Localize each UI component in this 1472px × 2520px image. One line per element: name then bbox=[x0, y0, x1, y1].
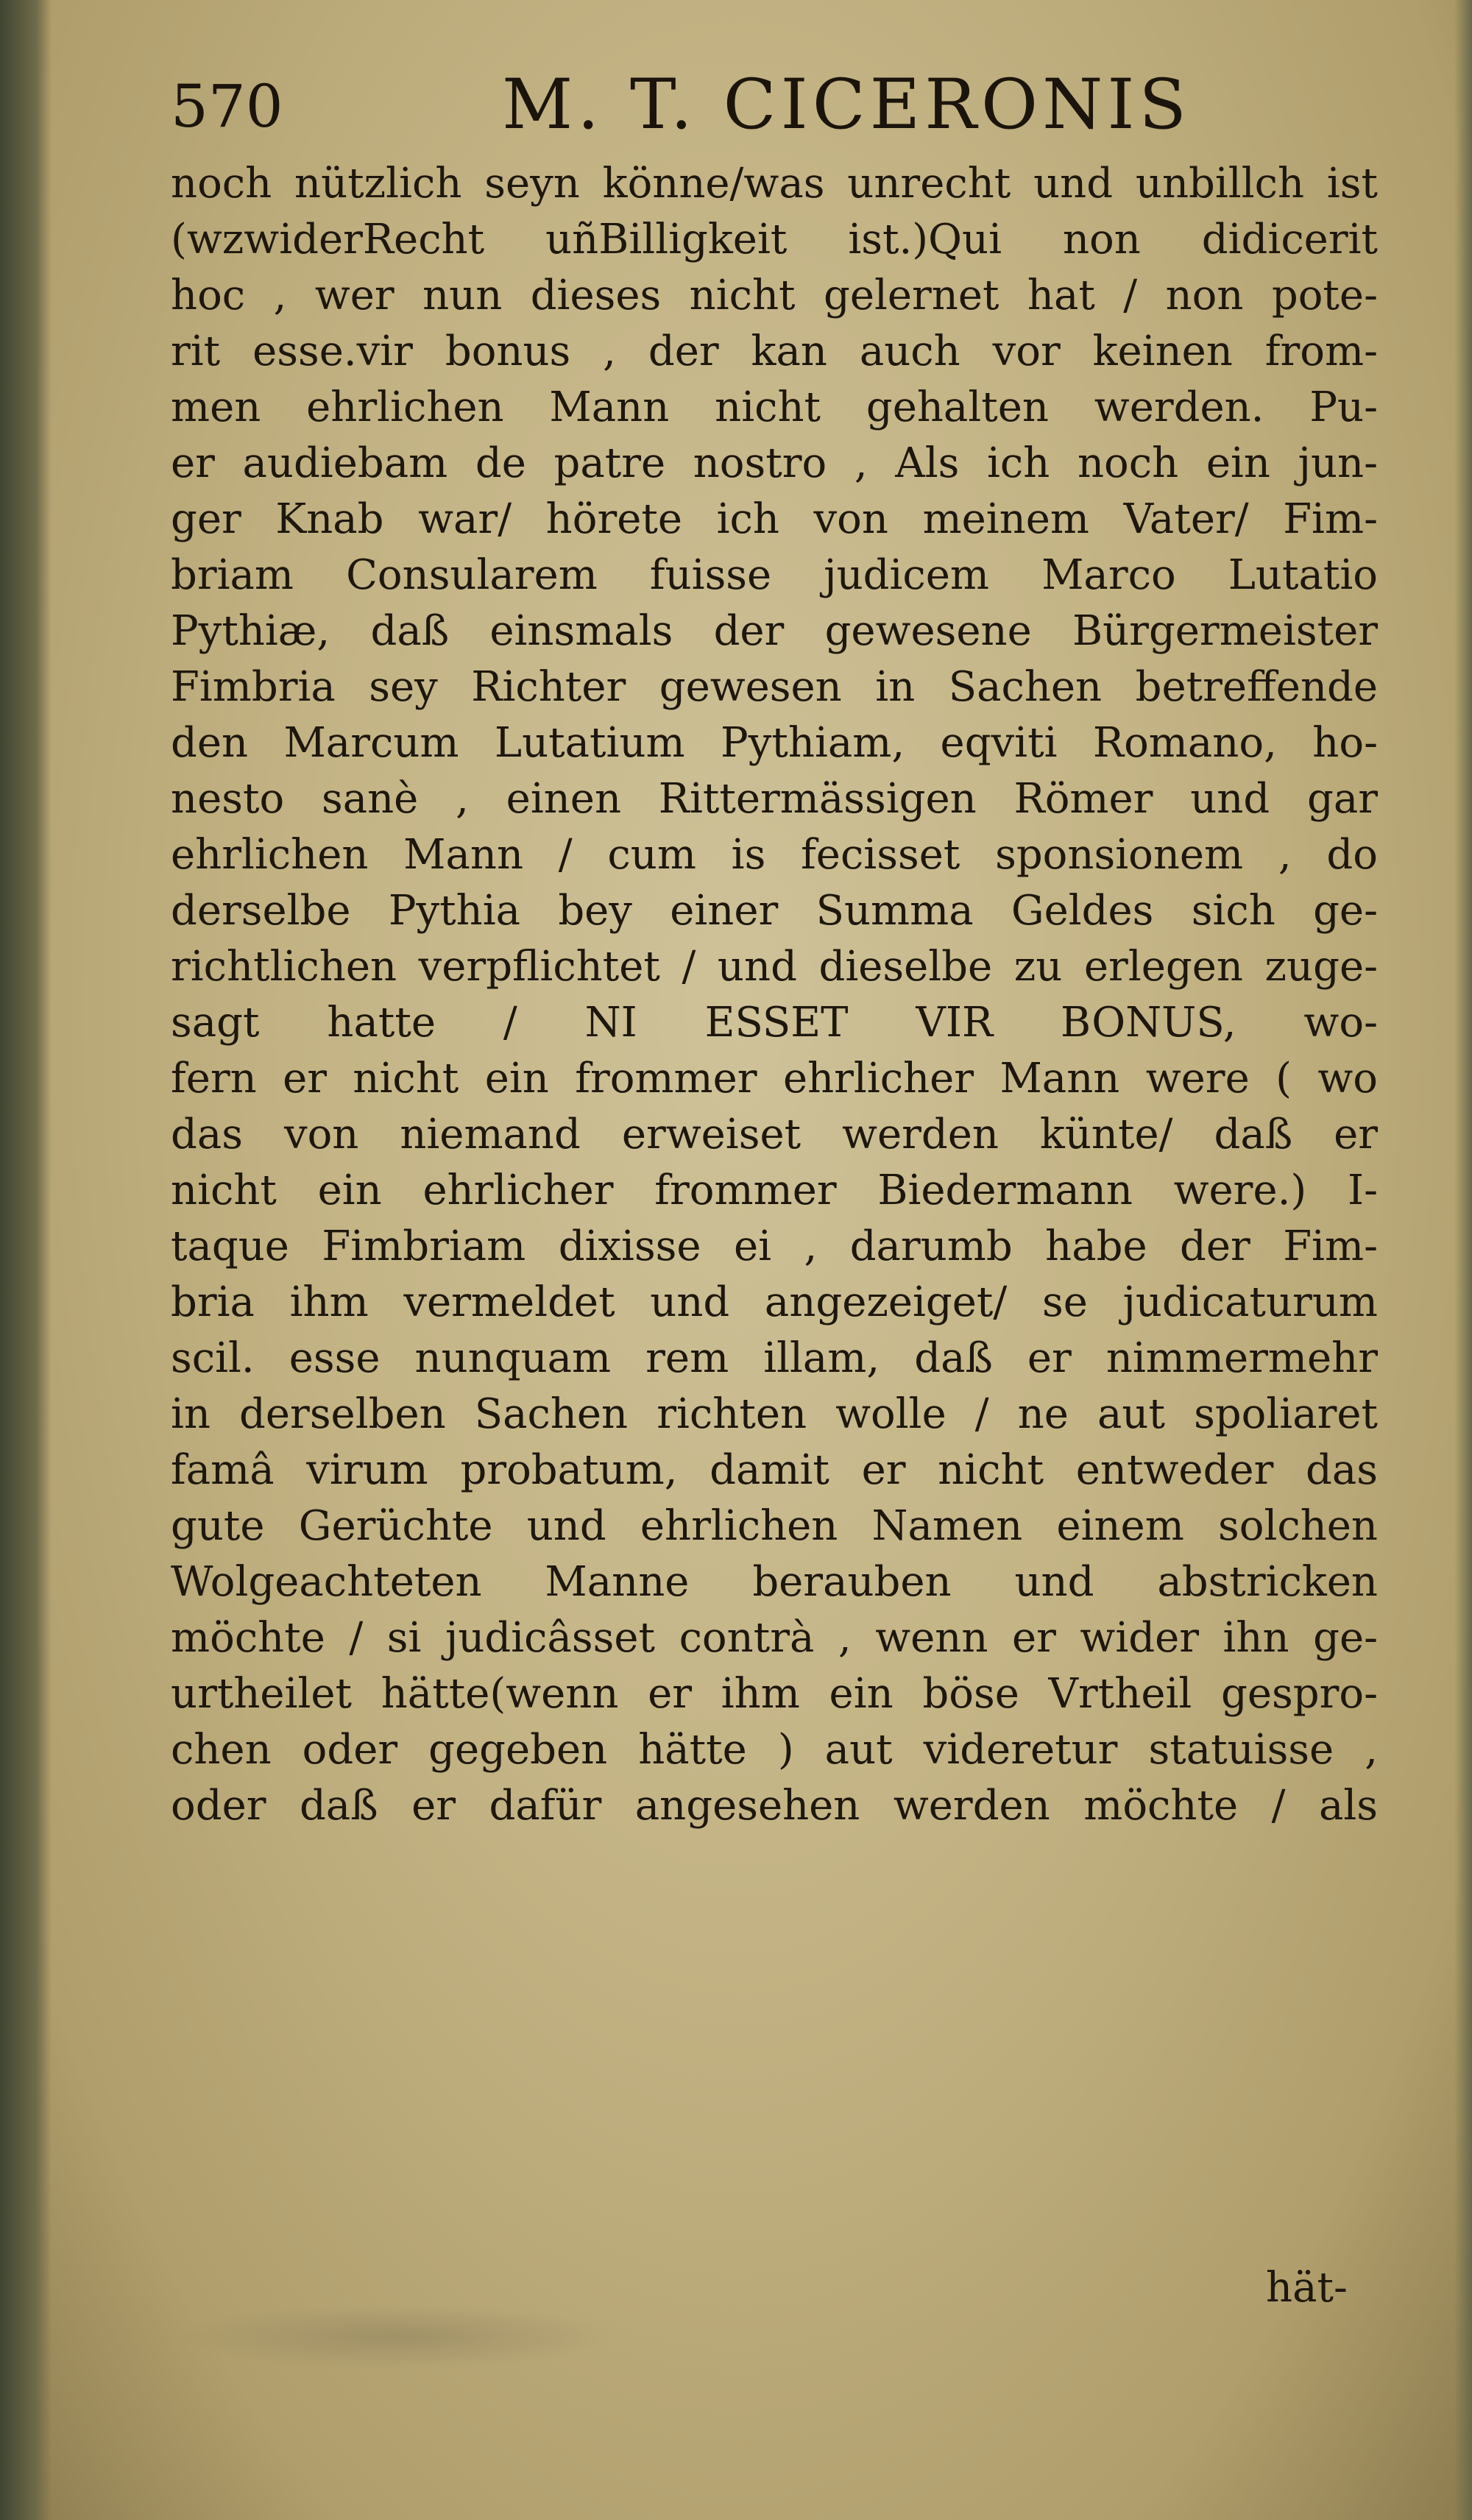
page-gutter-shadow bbox=[0, 0, 52, 2520]
text-line: noch nützlich seyn könne/was unrecht und unbillch ist bbox=[171, 160, 1378, 208]
text-line: (wzwiderRecht uñBilligkeit ist.)Qui non didicerit bbox=[171, 216, 1378, 263]
text-line: in derselben Sachen richten wolle / ne aut spoliaret bbox=[171, 1390, 1378, 1438]
text-line: gute Gerüchte und ehrlichen Namen einem solchen bbox=[171, 1502, 1378, 1550]
text-line: ehrlichen Mann / cum is fecisset sponsionem , do bbox=[171, 831, 1378, 879]
text-line: ger Knab war/ hörete ich von meinem Vater/ Fim- bbox=[171, 495, 1378, 543]
text-line: derselbe Pythia bey einer Summa Geldes sich ge- bbox=[171, 887, 1378, 935]
text-line: men ehrlichen Mann nicht gehalten werden. Pu- bbox=[171, 383, 1378, 431]
text-line: fern er nicht ein frommer ehrlicher Mann were ( wo bbox=[171, 1055, 1378, 1102]
text-line: das von niemand erweiset werden künte/ daß er bbox=[171, 1111, 1378, 1158]
text-line: hoc , wer nun dieses nicht gelernet hat / non pote- bbox=[171, 272, 1378, 319]
text-line: bria ihm vermeldet und angezeiget/ se judicaturum bbox=[171, 1278, 1378, 1326]
text-line: scil. esse nunquam rem illam, daß er nimmermehr bbox=[171, 1334, 1378, 1382]
text-line: rit esse.vir bonus , der kan auch vor keinen from- bbox=[171, 328, 1378, 375]
text-line: Fimbria sey Richter gewesen in Sachen betreffende bbox=[171, 663, 1378, 711]
catchword: hät- bbox=[1266, 2264, 1348, 2312]
bleed-through-smudge bbox=[177, 2304, 618, 2370]
text-line: chen oder gegeben hätte ) aut videretur statuisse , bbox=[171, 1726, 1378, 1774]
text-line: nicht ein ehrlicher frommer Biedermann were.) I- bbox=[171, 1167, 1378, 1214]
text-line: den Marcum Lutatium Pythiam, eqviti Romano, ho- bbox=[171, 719, 1378, 767]
text-line: möchte / si judicâsset contrà , wenn er wider ihn ge- bbox=[171, 1614, 1378, 1662]
body-text bbox=[171, 156, 1378, 1834]
page-header bbox=[171, 65, 1348, 153]
text-line: oder daß er dafür angesehen werden möchte / als bbox=[171, 1782, 1378, 1830]
text-line: briam Consularem fuisse judicem Marco Lutatio bbox=[171, 551, 1378, 599]
text-line: nesto sanè , einen Rittermässigen Römer und gar bbox=[171, 775, 1378, 823]
page-number: 570 bbox=[171, 72, 283, 141]
text-line: Wolgeachteten Manne berauben und abstricken bbox=[171, 1558, 1378, 1606]
text-line: Pythiæ, daß einsmals der gewesene Bürgermeister bbox=[171, 607, 1378, 655]
text-line: richtlichen verpflichtet / und dieselbe zu erlegen zuge- bbox=[171, 943, 1378, 991]
text-line: famâ virum probatum, damit er nicht entweder das bbox=[171, 1446, 1378, 1494]
text-line: sagt hatte / NI ESSET VIR BONUS, wo- bbox=[171, 999, 1378, 1047]
page-edge-shadow bbox=[1454, 0, 1472, 2520]
text-line: er audiebam de patre nostro , Als ich noch ein jun- bbox=[171, 439, 1378, 487]
text-line: urtheilet hätte(wenn er ihm ein böse Vrtheil gespro- bbox=[171, 1670, 1378, 1718]
text-line: taque Fimbriam dixisse ei , darumb habe der Fim- bbox=[171, 1222, 1378, 1270]
running-head: M. T. CICERONIS bbox=[502, 65, 1191, 145]
